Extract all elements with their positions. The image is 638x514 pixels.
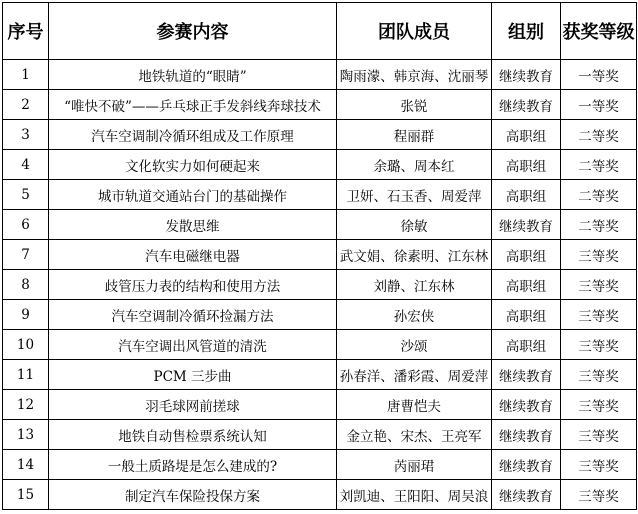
table-row [3, 480, 637, 510]
table-row [3, 90, 637, 120]
cell-number: 1 [3, 60, 49, 90]
cell-number: 5 [3, 180, 49, 210]
cell-award: 三等奖 [561, 240, 637, 270]
cell-group: 继续教育 [492, 360, 561, 390]
header-members: 团队成员 [337, 3, 492, 60]
cell-members: 刘静、江东林 [337, 270, 492, 300]
table-row [3, 150, 637, 180]
header-group: 组别 [492, 3, 561, 60]
cell-award: 三等奖 [561, 450, 637, 480]
table-row [3, 450, 637, 480]
table-header [3, 3, 637, 60]
cell-group: 继续教育 [492, 90, 561, 120]
cell-content: 地铁轨道的“眼睛” [49, 60, 337, 90]
cell-award: 三等奖 [561, 360, 637, 390]
cell-number: 10 [3, 330, 49, 360]
cell-award: 三等奖 [561, 330, 637, 360]
cell-award: 二等奖 [561, 210, 637, 240]
cell-group: 高职组 [492, 180, 561, 210]
cell-number: 15 [3, 480, 49, 510]
cell-number: 2 [3, 90, 49, 120]
header-number: 序号 [3, 3, 49, 60]
cell-number: 13 [3, 420, 49, 450]
cell-award: 二等奖 [561, 180, 637, 210]
cell-number: 8 [3, 270, 49, 300]
cell-content: 汽车电磁继电器 [49, 240, 337, 270]
cell-members: 陶雨濛、韩京海、沈丽琴 [337, 60, 492, 90]
cell-award: 三等奖 [561, 420, 637, 450]
header-row [3, 3, 637, 60]
table-row [3, 420, 637, 450]
cell-content: 汽车空调制冷循环组成及工作原理 [49, 120, 337, 150]
cell-number: 11 [3, 360, 49, 390]
cell-members: 余璐、周本红 [337, 150, 492, 180]
cell-number: 12 [3, 390, 49, 420]
cell-content: 文化软实力如何硬起来 [49, 150, 337, 180]
cell-members: 刘凯迪、王阳阳、周吴浪 [337, 480, 492, 510]
cell-group: 高职组 [492, 270, 561, 300]
cell-award: 三等奖 [561, 480, 637, 510]
cell-group: 继续教育 [492, 210, 561, 240]
awards-table [2, 2, 637, 510]
cell-group: 高职组 [492, 300, 561, 330]
cell-number: 7 [3, 240, 49, 270]
cell-award: 三等奖 [561, 270, 637, 300]
cell-group: 高职组 [492, 120, 561, 150]
cell-members: 沙颂 [337, 330, 492, 360]
header-content: 参赛内容 [49, 3, 337, 60]
cell-award: 三等奖 [561, 300, 637, 330]
cell-group: 继续教育 [492, 420, 561, 450]
cell-number: 9 [3, 300, 49, 330]
cell-content: 汽车空调制冷循环捡漏方法 [49, 300, 337, 330]
cell-award: 一等奖 [561, 60, 637, 90]
cell-content: 发散思维 [49, 210, 337, 240]
cell-content: 城市轨道交通站台门的基础操作 [49, 180, 337, 210]
cell-members: 芮丽珺 [337, 450, 492, 480]
cell-content: PCM 三步曲 [49, 360, 337, 390]
cell-members: 孙宏侠 [337, 300, 492, 330]
cell-members: 金立艳、宋杰、王亮军 [337, 420, 492, 450]
cell-group: 高职组 [492, 150, 561, 180]
cell-members: 卫妍、石玉香、周爱萍 [337, 180, 492, 210]
table-body [3, 60, 637, 510]
cell-group: 高职组 [492, 330, 561, 360]
cell-group: 继续教育 [492, 480, 561, 510]
cell-content: 地铁自动售检票系统认知 [49, 420, 337, 450]
cell-group: 继续教育 [492, 450, 561, 480]
cell-award: 二等奖 [561, 150, 637, 180]
cell-group: 继续教育 [492, 60, 561, 90]
cell-number: 14 [3, 450, 49, 480]
cell-members: 程丽群 [337, 120, 492, 150]
cell-content: 羽毛球网前搓球 [49, 390, 337, 420]
table-row [3, 270, 637, 300]
cell-number: 6 [3, 210, 49, 240]
table-row [3, 390, 637, 420]
cell-content: 汽车空调出风管道的清洗 [49, 330, 337, 360]
cell-content: “唯快不破”——乒乓球正手发斜线奔球技术 [49, 90, 337, 120]
cell-members: 唐曹恺夫 [337, 390, 492, 420]
cell-award: 三等奖 [561, 390, 637, 420]
cell-members: 武文娟、徐素明、江东林 [337, 240, 492, 270]
cell-members: 张锐 [337, 90, 492, 120]
table-row [3, 60, 637, 90]
cell-award: 二等奖 [561, 120, 637, 150]
table-row [3, 180, 637, 210]
cell-members: 孙春洋、潘彩霞、周爱萍 [337, 360, 492, 390]
table-row [3, 360, 637, 390]
table-row [3, 210, 637, 240]
cell-number: 4 [3, 150, 49, 180]
cell-award: 一等奖 [561, 90, 637, 120]
cell-group: 高职组 [492, 240, 561, 270]
table-row [3, 240, 637, 270]
header-award: 获奖等级 [561, 3, 637, 60]
cell-group: 继续教育 [492, 390, 561, 420]
table-row [3, 330, 637, 360]
cell-number: 3 [3, 120, 49, 150]
table-row [3, 120, 637, 150]
cell-content: 制定汽车保险投保方案 [49, 480, 337, 510]
table-row [3, 300, 637, 330]
cell-content: 歧管压力表的结构和使用方法 [49, 270, 337, 300]
cell-members: 徐敏 [337, 210, 492, 240]
cell-content: 一般土质路堤是怎么建成的? [49, 450, 337, 480]
